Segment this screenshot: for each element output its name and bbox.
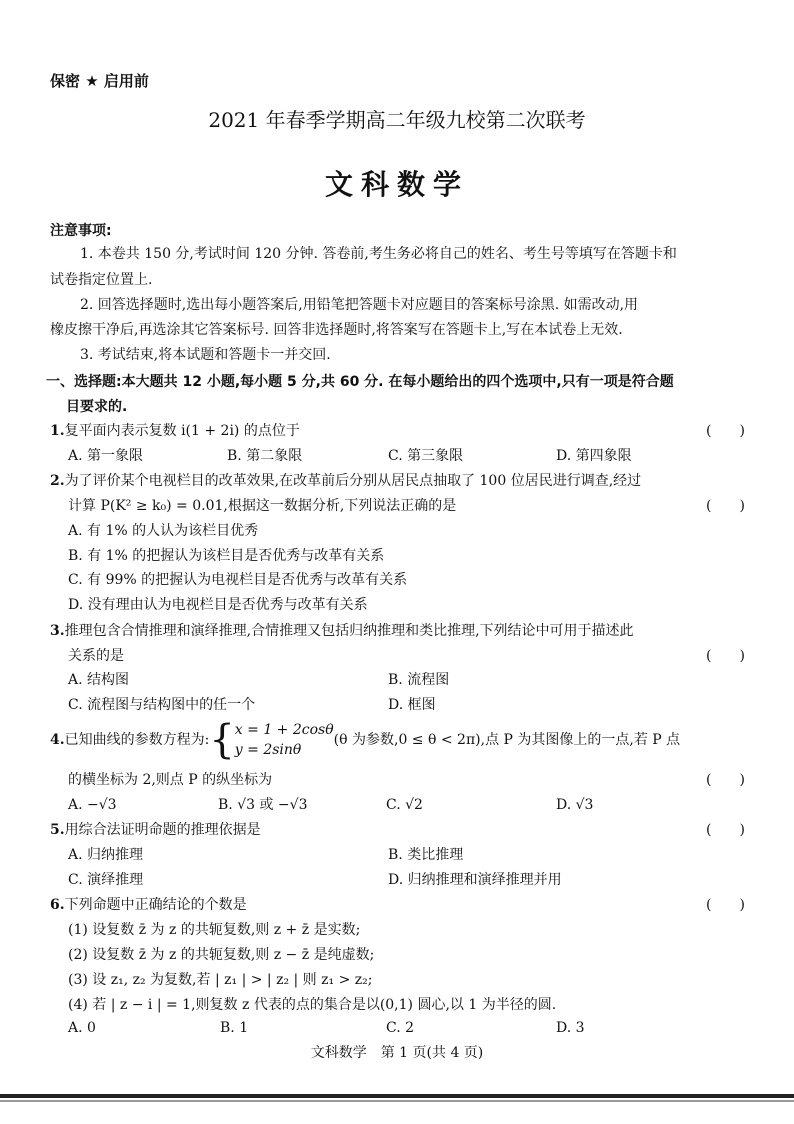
question-text-cont: (θ 为参数,0 ≤ θ < 2π),点 P 为其图像上的一点,若 P 点 — [333, 732, 681, 748]
q1-option-d: D. 第四象限 — [556, 448, 632, 464]
q6-statement-4: (4) 若 | z − i | = 1,则复数 z 代表的点的集合是以(0,1) 圆心,以 1 为半径的圆. — [68, 997, 557, 1013]
answer-blank: ( ) — [706, 423, 745, 439]
exam-title: 2021 年春季学期高二年级九校第二次联考 — [208, 108, 586, 132]
question-number: 4. — [50, 732, 65, 748]
question-number: 3. — [50, 623, 65, 639]
q4-option-c: C. √2 — [386, 797, 423, 813]
q2-option-b: B. 有 1% 的把握认为该栏目是否优秀与改革有关系 — [68, 548, 385, 564]
answer-blank: ( ) — [706, 772, 745, 788]
answer-blank: ( ) — [706, 897, 745, 913]
question-text: 用综合法证明命题的推理依据是 — [64, 822, 261, 838]
section-heading: 一、选择题:本大题共 12 小题,每小题 5 分,共 60 分. 在每小题给出的四个选项中,只有一项是符合题 — [46, 374, 674, 390]
question-text: 下列命题中正确结论的个数是 — [64, 897, 247, 913]
q6-option-b: B. 1 — [220, 1020, 249, 1036]
parametric-equations — [235, 720, 334, 760]
section-heading-cont: 目要求的. — [66, 399, 128, 415]
q5-option-a: A. 归纳推理 — [68, 847, 144, 863]
notice-item-1: 1. 本卷共 150 分,考试时间 120 分钟. 答卷前,考生务必将自己的姓名、考生号等填写在答题卡和 — [80, 246, 677, 262]
question-text: 为了评价某个电视栏目的改革效果,在改革前后分别从居民点抽取了 100 位居民进行调查,经过 — [64, 473, 642, 489]
answer-blank: ( ) — [706, 648, 745, 664]
answer-blank: ( ) — [706, 822, 745, 838]
q4-option-d: D. √3 — [556, 797, 594, 813]
q6-option-a: A. 0 — [68, 1020, 96, 1036]
question-6-stem — [50, 895, 247, 915]
q3-option-c: C. 流程图与结构图中的任一个 — [68, 697, 256, 713]
q6-option-c: C. 2 — [386, 1020, 415, 1036]
left-brace: { — [209, 717, 235, 763]
question-3-stem — [50, 621, 634, 641]
q3-option-a: A. 结构图 — [68, 672, 130, 688]
question-2-stem-cont: 计算 P(K² ≥ k₀) = 0.01,根据这一数据分析,下列说法正确的是 — [68, 498, 457, 514]
page-footer: 文科数学 第 1 页(共 4 页) — [310, 1045, 484, 1061]
q1-option-c: C. 第三象限 — [388, 448, 464, 464]
q1-option-b: B. 第二象限 — [227, 448, 303, 464]
q6-statement-2: (2) 设复数 z̄ 为 z 的共轭复数,则 z − z̄ 是纯虚数; — [68, 947, 375, 963]
confidential-label: 保密 ★ 启用前 — [50, 72, 149, 90]
question-text: 复平面内表示复数 i(1 + 2i) 的点位于 — [64, 423, 300, 439]
question-number: 6. — [50, 897, 65, 913]
question-1-stem — [50, 421, 300, 441]
question-3-stem-cont: 关系的是 — [68, 648, 124, 664]
q3-option-b: B. 流程图 — [388, 672, 450, 688]
notice-item-2: 2. 回答选择题时,选出每小题答案后,用铅笔把答题卡对应题目的答案标号涂黑. 如需改动,用 — [80, 297, 639, 313]
scan-edge-shadow — [0, 1100, 794, 1102]
notice-item-1-cont: 试卷指定位置上. — [50, 272, 153, 288]
question-4-stem-cont: 的横坐标为 2,则点 P 的纵坐标为 — [68, 772, 273, 788]
q5-option-d: D. 归纳推理和演绎推理并用 — [388, 872, 562, 888]
notice-item-3: 3. 考试结束,将本试题和答题卡一并交回. — [80, 347, 331, 363]
notice-heading: 注意事项: — [50, 223, 112, 239]
question-2-stem — [50, 471, 641, 491]
question-number: 5. — [50, 822, 65, 838]
answer-blank: ( ) — [706, 498, 745, 514]
notice-item-2-cont: 橡皮擦干净后,再选涂其它答案标号. 回答非选择题时,将答案写在答题卡上,写在本试卷上无效. — [50, 322, 623, 338]
q4-option-b: B. √3 或 −√3 — [218, 797, 308, 813]
q2-option-a: A. 有 1% 的人认为该栏目优秀 — [68, 523, 259, 539]
q6-statement-3: (3) 设 z₁, z₂ 为复数,若 | z₁ | > | z₂ | 则 z₁ > z₂; — [68, 972, 373, 988]
q6-option-d: D. 3 — [556, 1020, 585, 1036]
q6-statement-1: (1) 设复数 z̄ 为 z 的共轭复数,则 z + z̄ 是实数; — [68, 922, 361, 938]
subject-title: 文科数学 — [324, 168, 469, 201]
question-4-stem — [50, 718, 680, 762]
question-5-stem — [50, 820, 261, 840]
q2-option-c: C. 有 99% 的把握认为电视栏目是否优秀与改革有关系 — [68, 572, 408, 588]
equation-x: x = 1 + 2cosθ — [234, 722, 334, 738]
q2-option-d: D. 没有理由认为电视栏目是否优秀与改革有关系 — [68, 597, 368, 613]
scan-edge-line — [0, 1094, 794, 1098]
question-text: 推理包含合情推理和演绎推理,合情推理又包括归纳推理和类比推理,下列结论中可用于描述此 — [64, 623, 634, 639]
question-text: 已知曲线的参数方程为: — [64, 732, 210, 748]
q3-option-d: D. 框图 — [388, 697, 436, 713]
q5-option-b: B. 类比推理 — [388, 847, 464, 863]
q4-option-a: A. −√3 — [68, 797, 117, 813]
q5-option-c: C. 演绎推理 — [68, 872, 144, 888]
q1-option-a: A. 第一象限 — [68, 448, 144, 464]
question-number: 2. — [50, 473, 65, 489]
equation-y: y = 2sinθ — [234, 742, 302, 758]
question-number: 1. — [50, 423, 65, 439]
